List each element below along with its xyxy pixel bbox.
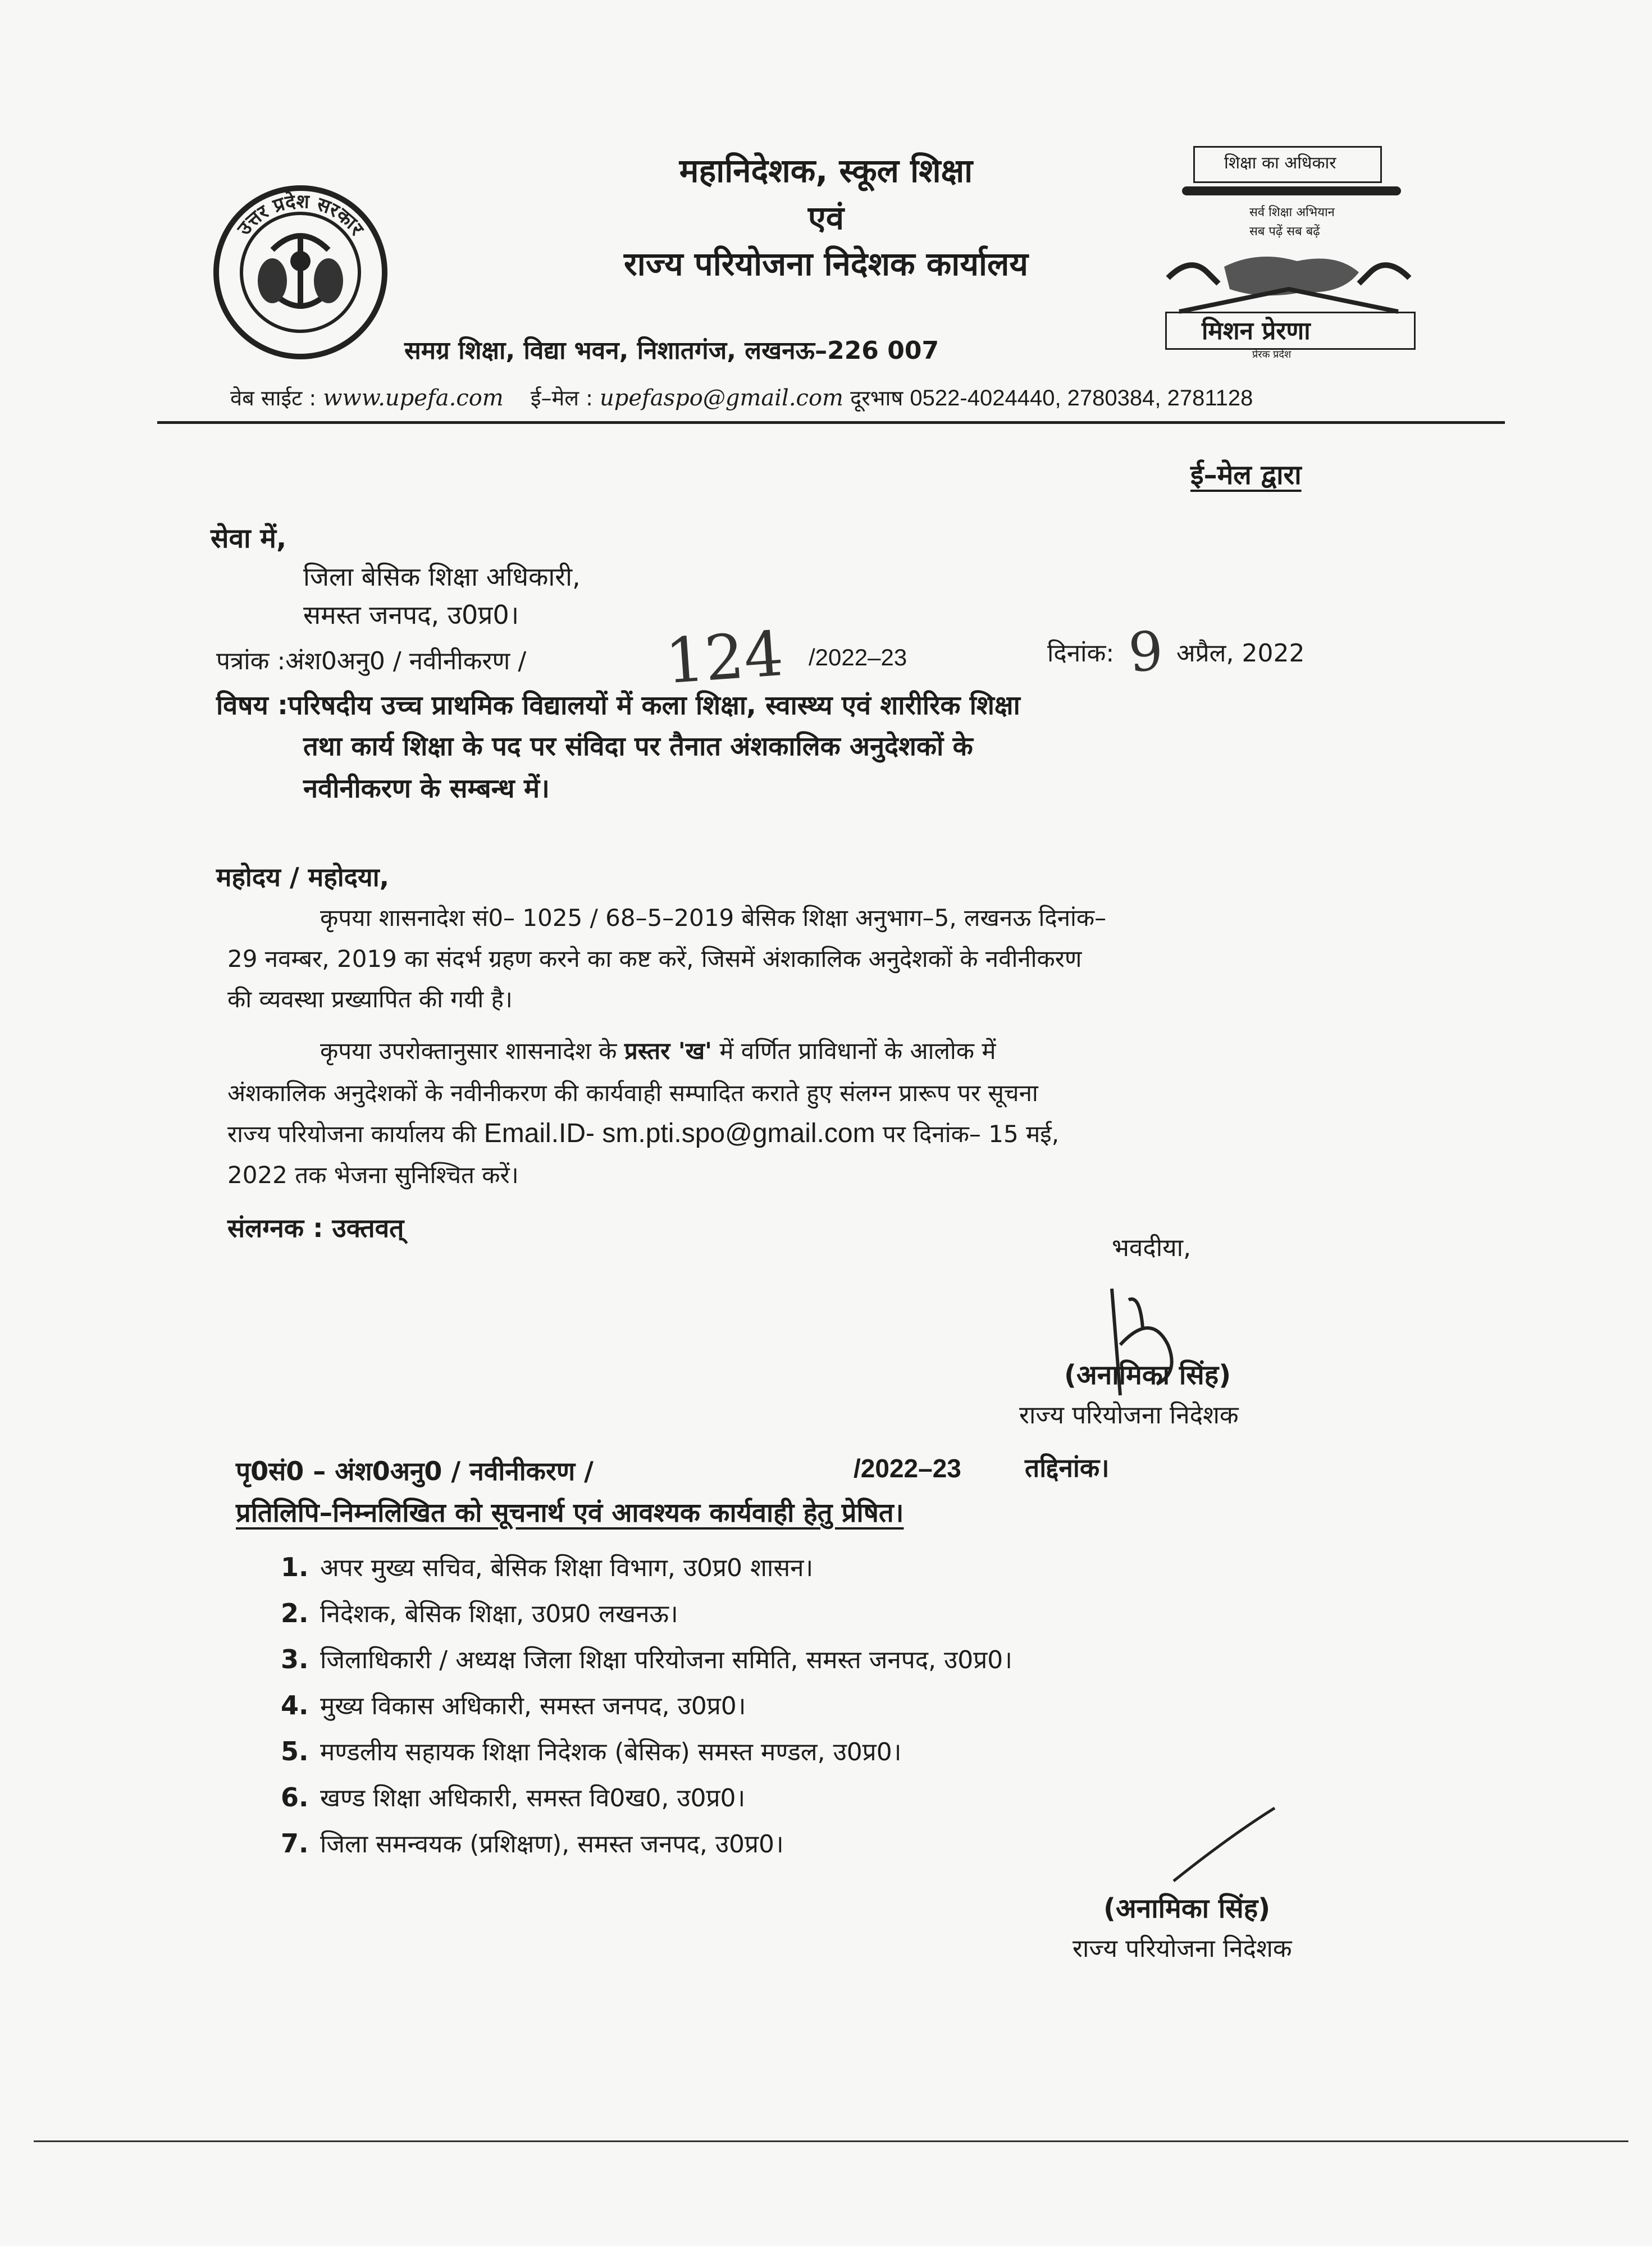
header-divider — [157, 421, 1505, 424]
para2-line1 — [320, 1034, 996, 1066]
para2-line1-start: कृपया उपरोक्तानुसार शासनादेश के — [320, 1037, 624, 1065]
copy-reference-date: तद्दिनांक। — [1025, 1453, 1110, 1483]
office-address: समग्र शिक्षा, विद्या भवन, निशातगंज, लखनऊ–226 007 — [404, 336, 939, 365]
recipient-line2: समस्त जनपद, उ0प्र0। — [303, 600, 519, 630]
rte-logo — [1171, 140, 1407, 247]
para2-line2: अंशकालिक अनुदेशकों के नवीनीकरण की कार्यवाही सम्पादित कराते हुए संलग्न प्रारूप पर सूचना — [227, 1079, 1038, 1107]
svg-text:उत्तर प्रदेश सरकार: उत्तर प्रदेश सरकार — [232, 190, 368, 240]
phone-label: दूरभाष — [850, 386, 903, 410]
list-item: 6. खण्ड शिक्षा अधिकारी, समस्त वि0ख0, उ0प्र0। — [281, 1782, 746, 1813]
para1-line3: की व्यवस्था प्रख्यापित की गयी है। — [227, 985, 513, 1013]
para2-line1-end: में वर्णित प्राविधानों के आलोक में — [711, 1037, 996, 1065]
subject-line2: तथा कार्य शिक्षा के पद पर संविदा पर तैनात अंशकालिक अनुदेशकों के — [303, 731, 973, 762]
list-item: 2. निदेशक, बेसिक शिक्षा, उ0प्र0 लखनऊ। — [281, 1598, 678, 1628]
footer-divider — [34, 2140, 1628, 2142]
handwritten-signature-2 — [1162, 1802, 1286, 1887]
recipient-line1: जिला बेसिक शिक्षा अधिकारी, — [303, 562, 581, 592]
submission-email-link[interactable]: Email.ID- sm.pti.spo@gmail.com — [483, 1119, 875, 1148]
office-title-line2: एवं — [807, 199, 845, 237]
mission-prerna-logo — [1157, 244, 1421, 360]
date-rest: अप्रैल, 2022 — [1176, 639, 1305, 668]
mission-prerna-title: मिशन प्रेरणा — [1202, 317, 1311, 345]
para2-line3-end: पर दिनांक– 15 मई, — [875, 1120, 1060, 1148]
office-email-link[interactable]: upefaspo@gmail.com — [599, 385, 843, 411]
recipient-to: सेवा में, — [211, 523, 287, 554]
list-item: 7. जिला समन्वयक (प्रशिक्षण), समस्त जनपद, उ0प्र0। — [281, 1828, 784, 1859]
mission-prerna-subtitle: प्रेरक प्रदेश — [1252, 349, 1292, 360]
office-title-line1: महानिदेशक, स्कूल शिक्षा — [679, 152, 973, 190]
reference-number-handwritten: 124 — [663, 617, 786, 698]
greeting: महोदय / महोदया, — [216, 862, 390, 892]
reference-line — [216, 617, 1519, 698]
para1-line2: 29 नवम्बर, 2019 का संदर्भ ग्रहण करने का कष्ट करें, जिसमें अंशकालिक अनुदेशकों के नवीनीकरण — [227, 945, 1082, 973]
copy-reference-year: /2022–23 — [854, 1454, 961, 1483]
copy-heading: प्रतिलिपि–निम्नलिखित को सूचनार्थ एवं आवश्यक कार्यवाही हेतु प्रेषित। — [236, 1498, 904, 1528]
list-item: 5. मण्डलीय सहायक शिक्षा निदेशक (बेसिक) समस्त मण्डल, उ0प्र0। — [281, 1736, 902, 1766]
signatory-designation-1: राज्य परियोजना निदेशक — [1019, 1401, 1239, 1430]
signatory-name-1: (अनामिका सिंह) — [1064, 1359, 1231, 1391]
signatory-name-2: (अनामिका सिंह) — [1103, 1893, 1271, 1924]
subject-line1: विषय :परिषदीय उच्च प्राथमिक विद्यालयों में कला शिक्षा, स्वास्थ्य एवं शारीरिक शिक्षा — [216, 690, 1020, 721]
rte-logo-title: शिक्षा का अधिकार — [1224, 153, 1336, 173]
para1-line1: कृपया शासनादेश सं0– 1025 / 68–5–2019 बेसिक शिक्षा अनुभाग–5, लखनऊ दिनांक– — [320, 904, 1107, 932]
up-map-icon — [1157, 244, 1421, 317]
phone-numbers: 0522-4024440, 2780384, 2781128 — [910, 386, 1253, 410]
para2-line3-start: राज्य परियोजना कार्यालय की — [227, 1120, 484, 1148]
delivery-mode: ई–मेल द्वारा — [1190, 459, 1302, 491]
email-label: ई–मेल : — [530, 386, 593, 410]
reference-year: /2022–23 — [809, 644, 907, 670]
copy-reference-line — [236, 1453, 1527, 1492]
signatory-designation-2: राज्य परियोजना निदेशक — [1073, 1934, 1292, 1963]
website-label: वेब साईट : — [230, 386, 317, 410]
contact-line — [230, 383, 1253, 412]
office-title-line3: राज्य परियोजना निदेशक कार्यालय — [624, 245, 1028, 283]
letterhead — [0, 0, 1652, 438]
list-item: 1. अपर मुख्य सचिव, बेसिक शिक्षा विभाग, उ0प्र0 शासन। — [281, 1552, 814, 1582]
para2-clause-ref: प्रस्तर 'ख' — [624, 1037, 712, 1065]
para2-line4: 2022 तक भेजना सुनिश्चित करें। — [227, 1161, 519, 1189]
closing: भवदीया, — [1112, 1234, 1192, 1262]
copy-reference-label: पृ0सं0 – अंश0अनु0 / नवीनीकरण / — [236, 1456, 594, 1486]
rte-logo-sub1: सर्व शिक्षा अभियान — [1249, 206, 1335, 220]
para2-line3 — [227, 1117, 1059, 1149]
date-label: दिनांक: — [1047, 639, 1115, 668]
list-item: 3. जिलाधिकारी / अध्यक्ष जिला शिक्षा परियोजना समिति, समस्त जनपद, उ0प्र0। — [281, 1644, 1012, 1674]
date-day-handwritten: 9 — [1126, 619, 1165, 684]
website-link[interactable]: www.upefa.com — [323, 385, 504, 411]
list-item: 4. मुख्य विकास अधिकारी, समस्त जनपद, उ0प्र0। — [281, 1690, 746, 1720]
pencil-icon — [1182, 186, 1401, 195]
enclosure: संलग्नक : उक्तवत् — [227, 1213, 404, 1243]
subject-line3: नवीनीकरण के सम्बन्ध में। — [303, 773, 550, 804]
rte-logo-sub2: सब पढ़ें सब बढ़ें — [1249, 225, 1320, 239]
reference-label: पत्रांक :अंश0अनु0 / नवीनीकरण / — [216, 647, 527, 675]
